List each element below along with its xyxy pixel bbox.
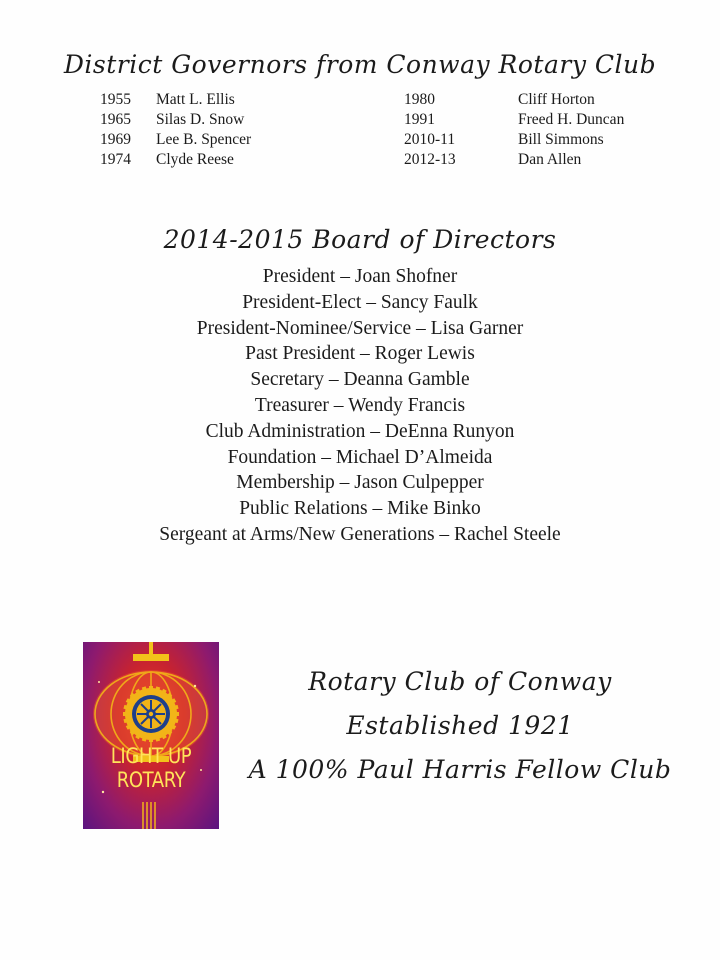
- governor-name: Matt L. Ellis: [156, 91, 235, 108]
- governor-row: [100, 110, 660, 130]
- board-member: President-Nominee/Service – Lisa Garner: [196, 317, 524, 339]
- governor-year: 1965: [100, 111, 131, 128]
- governor-year: 1991: [404, 111, 435, 128]
- board-title: 2014-2015 Board of Directors: [163, 225, 557, 254]
- governor-year: 1974: [100, 151, 131, 168]
- club-fellow-status: A 100% Paul Harris Fellow Club: [248, 755, 672, 784]
- board-member: Membership – Jason Culpepper: [236, 472, 484, 494]
- club-name: Rotary Club of Conway: [308, 667, 612, 696]
- board-member: Sergeant at Arms/New Generations – Rachel Steele: [159, 523, 561, 545]
- governor-name: Cliff Horton: [518, 91, 595, 108]
- governor-name: Silas D. Snow: [156, 111, 245, 128]
- governor-row: [100, 90, 660, 110]
- club-established: Established 1921: [346, 711, 574, 740]
- light-up-rotary-logo: [83, 642, 219, 829]
- logo-text: [93, 744, 210, 792]
- board-member: President – Joan Shofner: [262, 266, 458, 287]
- board-member: Secretary – Deanna Gamble: [250, 369, 470, 391]
- board-member: President-Elect – Sancy Faulk: [242, 291, 478, 313]
- board-member: Treasurer – Wendy Francis: [254, 394, 466, 416]
- board-member: Public Relations – Mike Binko: [239, 498, 481, 520]
- board-member: Club Administration – DeEnna Runyon: [205, 420, 515, 442]
- board-list: [0, 264, 720, 548]
- governor-year: 1969: [100, 131, 131, 148]
- governor-row: [100, 130, 660, 150]
- club-info: [245, 660, 675, 792]
- governors-title: District Governors from Conway Rotary Club: [63, 50, 657, 79]
- lantern-graphic: [83, 642, 219, 829]
- board-member: Foundation – Michael D’Almeida: [227, 446, 493, 468]
- governor-name: Dan Allen: [518, 151, 582, 168]
- logo-line-2: ROTARY: [116, 768, 186, 792]
- governor-name: Lee B. Spencer: [156, 131, 252, 148]
- governor-year: 2012-13: [404, 151, 456, 168]
- governor-year: 2010-11: [404, 131, 456, 148]
- governor-name: Bill Simmons: [518, 131, 604, 148]
- logo-line-1: LIGHT UP: [110, 744, 192, 768]
- governor-year: 1980: [404, 91, 435, 108]
- governor-name: Freed H. Duncan: [518, 111, 625, 128]
- governors-table: [100, 90, 660, 170]
- governor-year: 1955: [100, 91, 131, 108]
- governor-row: [100, 150, 660, 170]
- governor-name: Clyde Reese: [156, 151, 234, 168]
- board-member: Past President – Roger Lewis: [245, 343, 475, 365]
